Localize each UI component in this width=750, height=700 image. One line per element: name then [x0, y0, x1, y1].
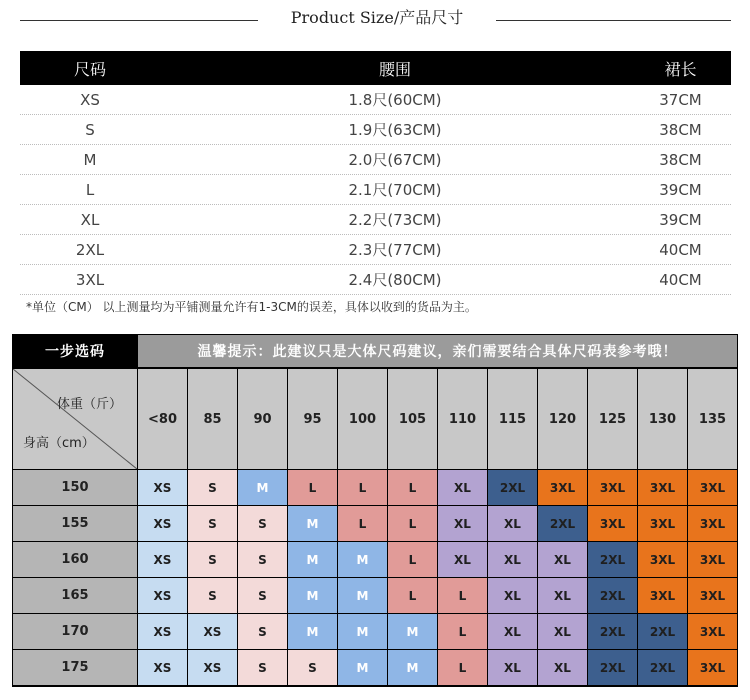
size-recommendation-cell: XL: [488, 578, 537, 613]
size-recommendation-cell: XL: [438, 542, 487, 577]
length-cell: 38CM: [659, 120, 702, 139]
corner-weight-label: 体重（斤）: [57, 397, 123, 412]
size-cell: XS: [80, 90, 100, 109]
size-recommendation-cell: M: [388, 650, 437, 685]
size-recommendation-cell: XS: [138, 578, 187, 613]
measurement-note: *单位（CM） 以上测量均为平铺测量允许有1-3CM的误差，具体以收到的货品为主。: [26, 300, 477, 314]
size-recommendation-cell: S: [238, 506, 287, 541]
size-recommendation-cell: 3XL: [638, 470, 687, 505]
size-cell: M: [83, 150, 97, 169]
size-recommendation-cell: M: [338, 542, 387, 577]
length-cell: 39CM: [659, 180, 702, 199]
length-cell: 40CM: [659, 270, 702, 289]
size-table-body: [20, 85, 731, 295]
waist-cell: 2.1尺(70CM): [348, 181, 442, 199]
table-row: [20, 235, 731, 265]
size-cell: XL: [80, 210, 100, 229]
size-cell: S: [85, 120, 95, 139]
size-recommendation-cell: M: [288, 614, 337, 649]
size-recommendation-cell: XS: [138, 542, 187, 577]
size-recommendation-cell: XL: [538, 542, 587, 577]
weight-header-cell: 120: [538, 369, 587, 469]
weight-header-cell: <80: [138, 369, 187, 469]
size-recommendation-cell: M: [388, 614, 437, 649]
size-recommendation-cell: M: [338, 614, 387, 649]
table-row: [20, 145, 731, 175]
weight-header-cell: 100: [338, 369, 387, 469]
weight-header-cell: 95: [288, 369, 337, 469]
size-recommendation-cell: L: [338, 506, 387, 541]
title-rule-right: [496, 20, 731, 21]
height-header-cell: 160: [13, 542, 137, 577]
size-recommendation-cell: XL: [438, 470, 487, 505]
size-recommendation-cell: 3XL: [638, 578, 687, 613]
size-recommendation-cell: L: [388, 542, 437, 577]
height-header-cell: 165: [13, 578, 137, 613]
table-row: [20, 205, 731, 235]
table-row: [20, 265, 731, 295]
header-length: 裙长: [664, 59, 697, 79]
height-header-cell: 150: [13, 470, 137, 505]
size-recommendation-cell: L: [438, 578, 487, 613]
size-recommendation-cell: M: [288, 578, 337, 613]
size-table-header: [20, 51, 731, 85]
size-recommendation-grid: [12, 334, 738, 687]
size-recommendation-cell: 3XL: [638, 542, 687, 577]
size-recommendation-cell: L: [388, 578, 437, 613]
corner-height-label: 身高（cm）: [23, 436, 95, 451]
size-recommendation-cell: S: [238, 542, 287, 577]
weight-header-cell: 115: [488, 369, 537, 469]
height-header-cell: 175: [13, 650, 137, 685]
size-recommendation-cell: S: [188, 470, 237, 505]
size-recommendation-cell: 3XL: [688, 470, 737, 505]
size-recommendation-cell: 3XL: [688, 650, 737, 685]
size-recommendation-cell: 2XL: [588, 614, 637, 649]
size-recommendation-cell: XL: [488, 614, 537, 649]
size-recommendation-cell: S: [188, 506, 237, 541]
size-recommendation-cell: S: [238, 650, 287, 685]
weight-header-cell: 105: [388, 369, 437, 469]
table-row: [20, 115, 731, 145]
size-recommendation-cell: XS: [138, 506, 187, 541]
header-size: 尺码: [73, 59, 106, 79]
size-recommendation-cell: XL: [488, 542, 537, 577]
size-table: [20, 51, 731, 295]
size-recommendation-cell: 3XL: [688, 614, 737, 649]
waist-cell: 1.8尺(60CM): [348, 91, 442, 109]
size-recommendation-cell: 3XL: [538, 470, 587, 505]
size-recommendation-cell: 2XL: [638, 614, 687, 649]
size-recommendation-cell: XL: [488, 650, 537, 685]
size-recommendation-cell: 2XL: [588, 650, 637, 685]
grid-corner: [13, 369, 137, 469]
size-recommendation-cell: M: [338, 578, 387, 613]
corner-diagonal: [13, 369, 137, 469]
size-recommendation-cell: L: [338, 470, 387, 505]
tip-banner: 温馨提示：此建议只是大体尺码建议，亲们需要结合具体尺码表参考哦！: [138, 335, 737, 367]
waist-cell: 1.9尺(63CM): [348, 121, 442, 139]
size-recommendation-cell: XS: [138, 614, 187, 649]
length-cell: 37CM: [659, 90, 702, 109]
size-recommendation-cell: 3XL: [588, 470, 637, 505]
size-recommendation-cell: 3XL: [688, 506, 737, 541]
size-recommendation-cell: 3XL: [638, 506, 687, 541]
size-recommendation-cell: M: [288, 506, 337, 541]
weight-header-cell: 125: [588, 369, 637, 469]
size-recommendation-cell: 2XL: [638, 650, 687, 685]
header-waist: 腰围: [378, 59, 411, 79]
size-cell: 3XL: [75, 270, 105, 289]
weight-header-cell: 135: [688, 369, 737, 469]
size-recommendation-cell: M: [238, 470, 287, 505]
page-title: Product Size/产品尺寸: [290, 8, 464, 27]
size-cell: 2XL: [75, 240, 105, 259]
waist-cell: 2.4尺(80CM): [348, 271, 442, 289]
size-recommendation-cell: S: [188, 542, 237, 577]
size-recommendation-cell: S: [288, 650, 337, 685]
size-recommendation-cell: M: [288, 542, 337, 577]
size-recommendation-cell: S: [238, 614, 287, 649]
size-recommendation-cell: S: [188, 578, 237, 613]
size-recommendation-cell: 3XL: [588, 506, 637, 541]
weight-header-cell: 130: [638, 369, 687, 469]
size-recommendation-cell: M: [338, 650, 387, 685]
waist-cell: 2.0尺(67CM): [348, 151, 442, 169]
weight-header-cell: 90: [238, 369, 287, 469]
size-recommendation-cell: 2XL: [588, 578, 637, 613]
size-recommendation-cell: XL: [538, 578, 587, 613]
size-recommendation-cell: L: [388, 506, 437, 541]
size-recommendation-cell: 3XL: [688, 542, 737, 577]
size-recommendation-cell: XL: [488, 506, 537, 541]
weight-header-cell: 110: [438, 369, 487, 469]
grid-tag: 一步选码: [13, 335, 137, 367]
size-recommendation-cell: L: [388, 470, 437, 505]
title-rule-left: [20, 20, 258, 21]
length-cell: 38CM: [659, 150, 702, 169]
size-recommendation-cell: XL: [438, 506, 487, 541]
length-cell: 40CM: [659, 240, 702, 259]
size-recommendation-cell: 2XL: [588, 542, 637, 577]
size-recommendation-cell: 3XL: [688, 578, 737, 613]
size-recommendation-cell: XS: [188, 614, 237, 649]
size-recommendation-cell: XS: [138, 470, 187, 505]
size-recommendation-cell: XL: [538, 650, 587, 685]
size-cell: L: [85, 180, 95, 199]
size-recommendation-cell: 2XL: [488, 470, 537, 505]
size-recommendation-cell: XL: [538, 614, 587, 649]
size-recommendation-cell: L: [438, 650, 487, 685]
size-recommendation-cell: L: [438, 614, 487, 649]
table-row: [20, 85, 731, 115]
waist-cell: 2.3尺(77CM): [348, 241, 442, 259]
waist-cell: 2.2尺(73CM): [348, 211, 442, 229]
size-recommendation-cell: L: [288, 470, 337, 505]
height-header-cell: 155: [13, 506, 137, 541]
size-recommendation-cell: 2XL: [538, 506, 587, 541]
size-recommendation-cell: XS: [188, 650, 237, 685]
length-cell: 39CM: [659, 210, 702, 229]
height-header-cell: 170: [13, 614, 137, 649]
size-recommendation-cell: XS: [138, 650, 187, 685]
size-recommendation-cell: S: [238, 578, 287, 613]
weight-header-cell: 85: [188, 369, 237, 469]
table-row: [20, 175, 731, 205]
